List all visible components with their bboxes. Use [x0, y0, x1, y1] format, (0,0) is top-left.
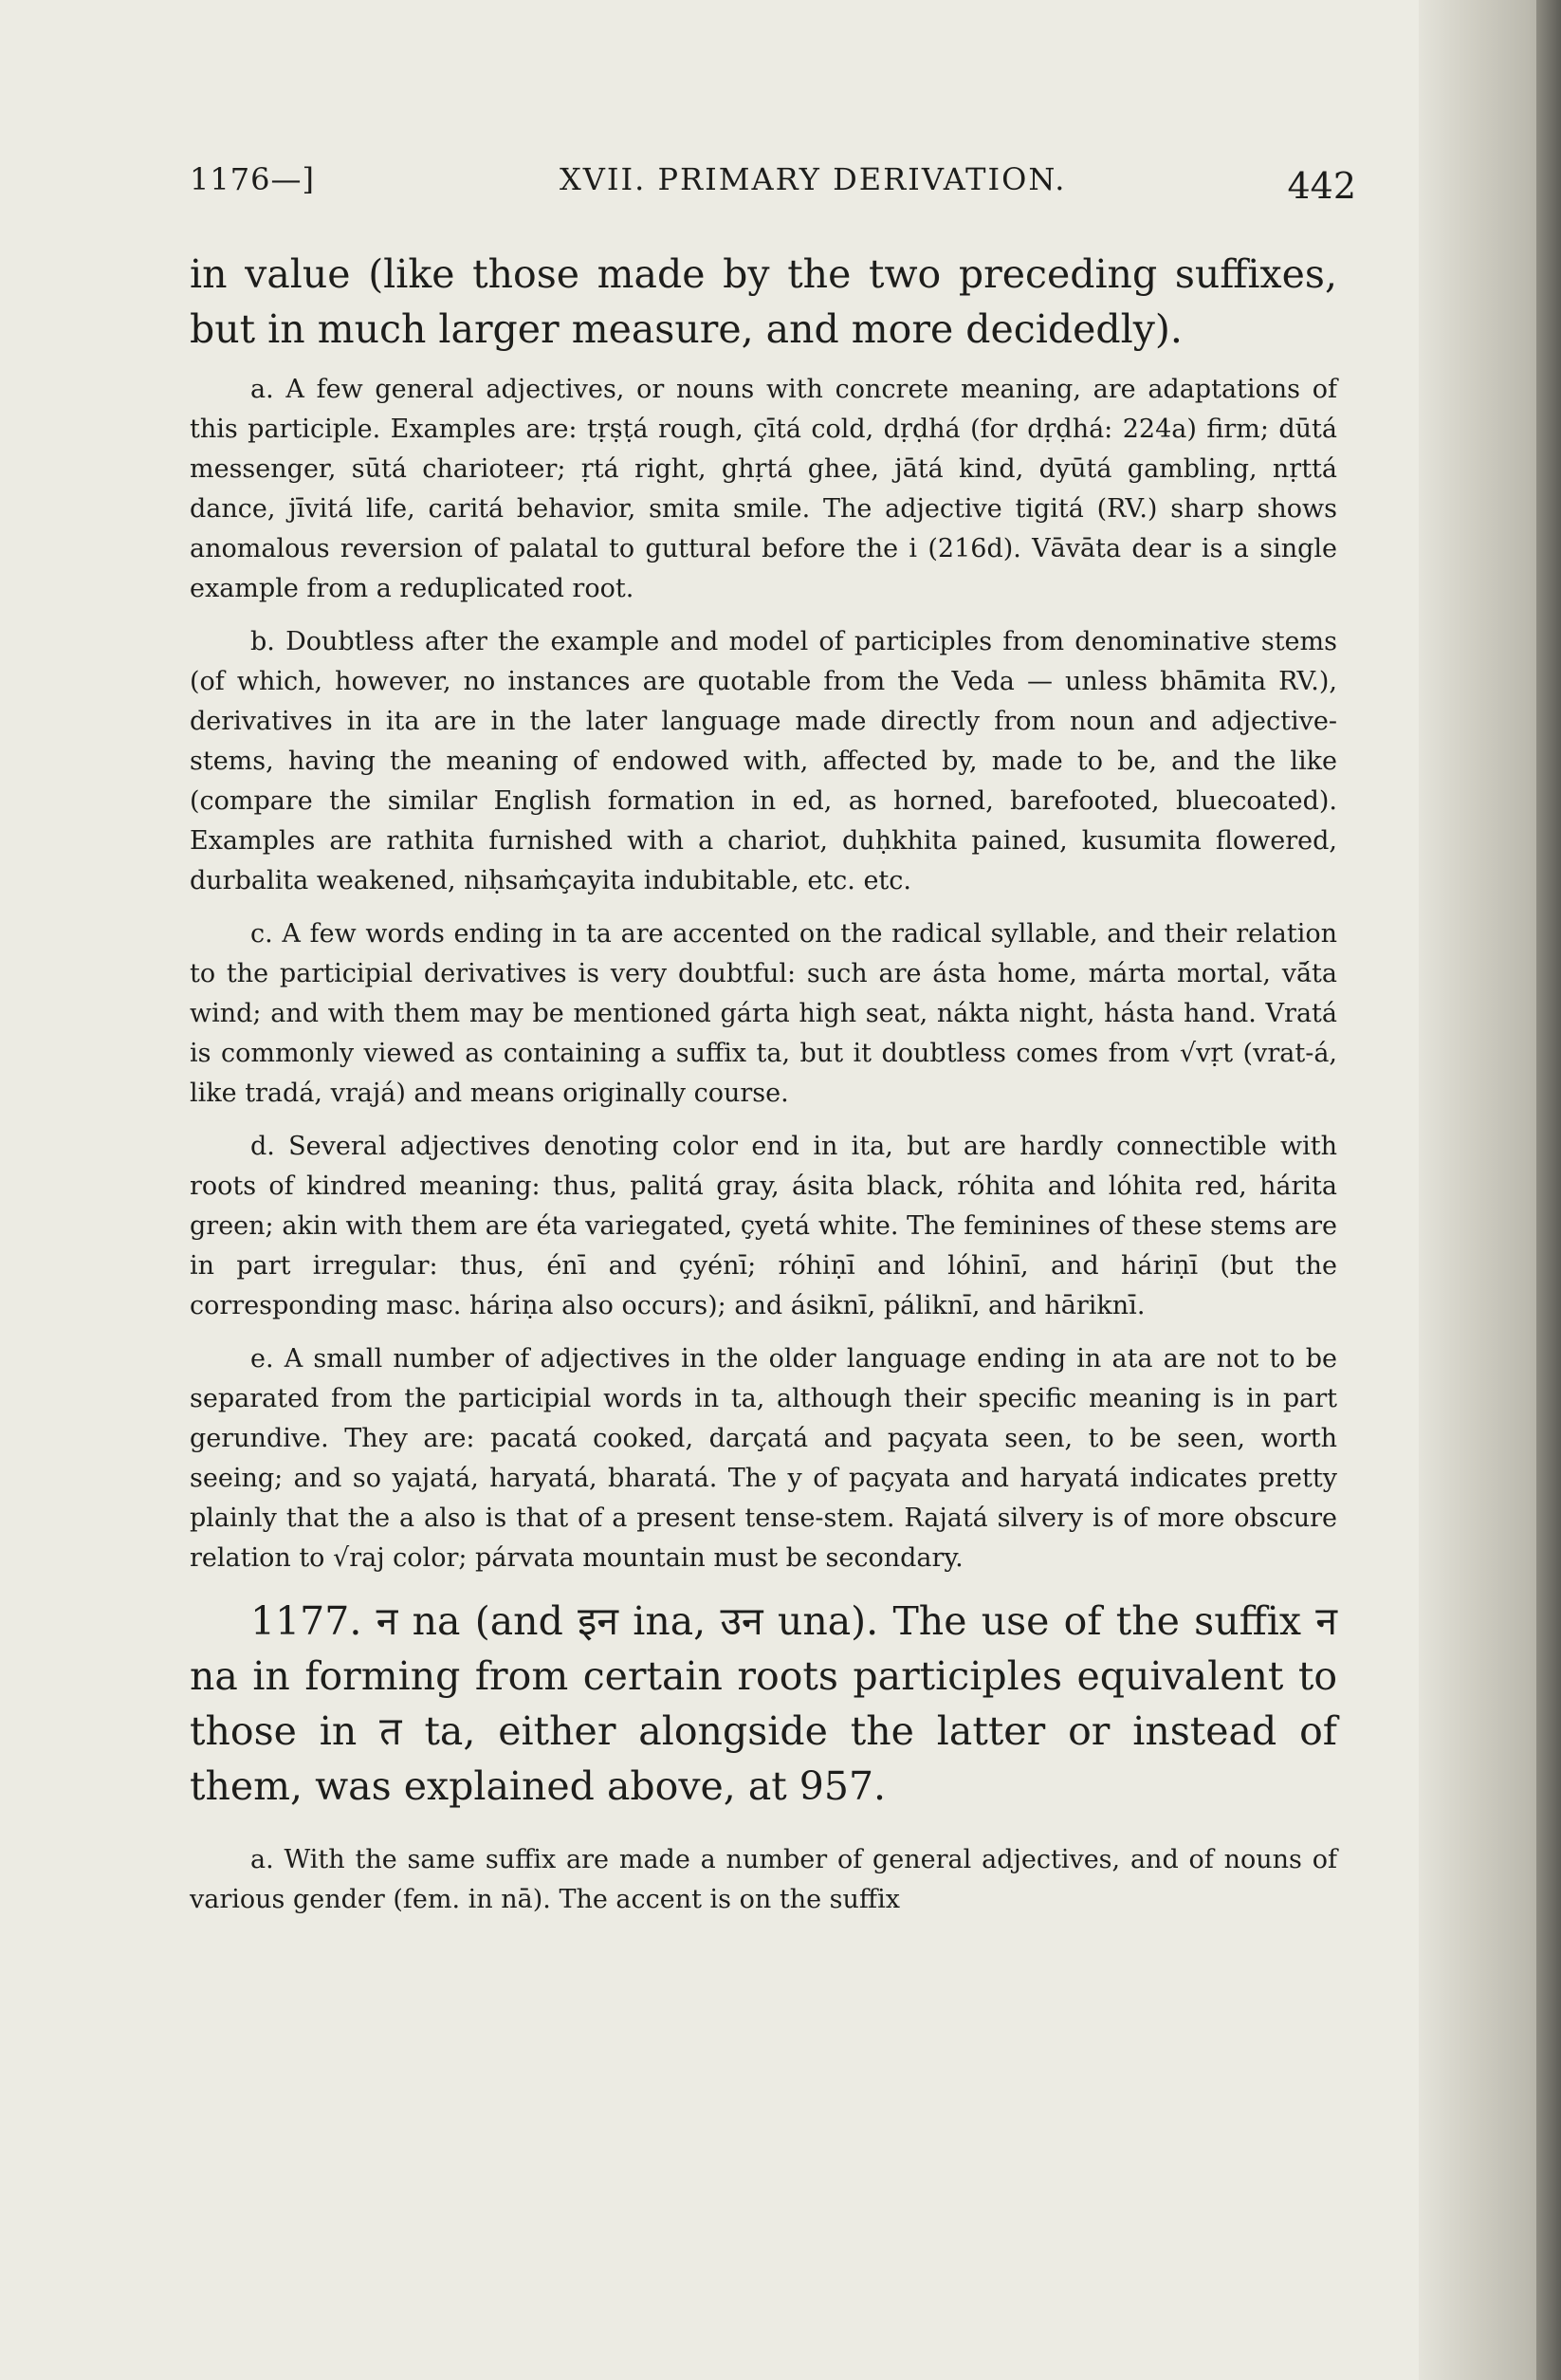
continued-paragraph: in value (like those made by the two preceding suffixes, but in much larger measure, and more decidedly). [190, 251, 1337, 352]
paragraph-e: e. A small number of adjectives in the older language ending in ata are not to be separated from the participial words in ta, although their specific meaning is in part gerundive. They are: pacatá cooked, darçatá and paçyata seen, to be seen, worth seeing; and so yajatá, haryatá, bharatá. The y of paçyata and haryatá indicates pretty plainly that the a also is that of a present tense-stem. Rajatá silvery is of more obscure relation to √raj color; párvata mountain must be secondary. [190, 1344, 1337, 1573]
page-number: 442 [1287, 165, 1356, 207]
paragraph-c: c. A few words ending in ta are accented on the radical syllable, and their relation to the participial derivatives is very doubtful: such are ásta home, márta mortal, vā́ta wind; and with them may be mentioned gárta high seat, nákta night, hásta hand. Vratá is commonly viewed as containing a suffix ta, but it doubtless comes from √vṛt (vrat-á, like tradá, vrajá) and means originally course. [190, 919, 1337, 1108]
paragraph-d: d. Several adjectives denoting color end in ita, but are hardly connectible with roots of kindred meaning: thus, palitá gray, ásita black, róhita and lóhita red, hárita green; akin with them are éta variegated, çyetá white. The feminines of these stems are in part irregular: thus, énī and çyénī; róhiṇī and lóhinī, and háriṇī (but the corresponding masc. háriṇa also occurs); and ásiknī, páliknī, and hāriknī. [190, 1132, 1337, 1320]
section-reference: 1176—] [190, 161, 315, 197]
page-body [190, 247, 1337, 1920]
section-1177-paragraph-a: a. With the same suffix are made a number of general adjectives, and of nouns of various gender (fem. in nā). The accent is on the suffix [190, 1845, 1337, 1914]
chapter-title: XVII. PRIMARY DERIVATION. [560, 161, 1067, 197]
paragraph-a: a. A few general adjectives, or nouns with concrete meaning, are adaptations of this participle. Examples are: tṛṣṭá rough, çītá cold, dṛḍhá (for dṛḍhá: 224a) firm; dūtá messenger, sūtá charioteer; ṛtá right, ghṛtá ghee, jātá kind, dyūtá gambling, nṛttá dance, jīvitá life, caritá behavior, smita smile. The adjective tigitá (RV.) sharp shows anomalous reversion of palatal to guttural before the i (216d). Vāvāta dear is a single example from a reduplicated root. [190, 375, 1337, 603]
section-1177: 1177. न na (and इन ina, उन una). The use of the suffix न na in forming from certain roots participles equivalent to those in त ta, either alongside the latter or instead of them, was explained above, at 957. [190, 1598, 1337, 1809]
page-edge-shadow [1419, 0, 1561, 2380]
paragraph-b: b. Doubtless after the example and model of participles from denominative stems (of which, however, no instances are quotable from the Veda — unless bhāmita RV.), derivatives in ita are in the later language made directly from noun and adjective-stems, having the meaning of endowed with, affected by, made to be, and the like (compare the similar English formation in ed, as horned, barefooted, bluecoated). Examples are rathita furnished with a chariot, duḥkhita pained, kusumita flowered, durbalita weakened, niḥsaṁçayita indubitable, etc. etc. [190, 627, 1337, 895]
running-header [190, 152, 1356, 209]
